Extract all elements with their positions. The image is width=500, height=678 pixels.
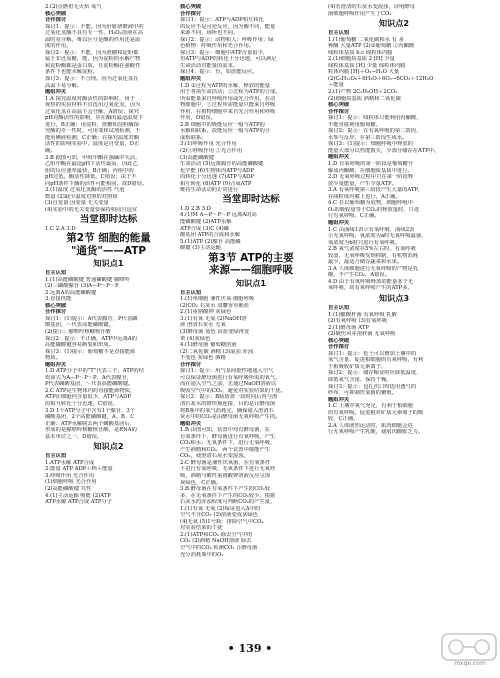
knowledge-point-heading: 知识点3 [378,292,410,303]
text-line: 探讨1：提示：ATP与ADP相互转化 [180,17,264,24]
section-title: 第3节 ATP的主要 [208,251,294,264]
column-right [328,4,460,644]
text-line: 氧呼吸，故有氧呼吸产生的ATP多。 [328,285,413,292]
subsection-label: 自主认知 [328,30,350,37]
text-line: pH过低，酶活性降低，C错误；由于不 [45,174,137,181]
text-line: 温时易分解，难以区分是酶的作用还是温 [45,36,141,43]
text-line: (4)无氧 (5)1号瓶：排除空气中CO₂ [180,518,264,525]
text-line: 于根吸收矿质元素离子。 [328,363,387,370]
text-line: 1.D ①过程为ATP的水解，释放的能量 [180,82,270,89]
text-line: 探讨1：提示：松土可以增加土壤中的 [328,350,417,357]
text-line: 的反应不是可逆反应，因为酶不同，能量 [180,23,276,30]
page-number: • 139 • [227,642,273,655]
knowledge-point-heading: 知识点2 [378,18,410,29]
text-line: P代表磷酸基团，～代表高能磷酸键。 [45,381,134,388]
text-line: 2.B 据图可知，甲组中酶在强碱中失活， [45,154,141,161]
text-line: 放少量能量，产生少量ATP。 [328,180,397,187]
text-line: 空气不含CO₂ (3)溶液变成灰绿色 [180,512,258,519]
text-line: 纱布，可抑制厌氧菌的繁殖。 [328,390,397,397]
subsection-label: 题组冲关 [328,154,350,161]
text-line: 线粒体基质 b.c 线粒体内膜 [328,49,393,56]
subsection-label: 合作探讨 [45,17,67,24]
subsection-label: 合作探讨 [180,10,202,17]
text-line: 可以保证酵母菌进行有氧呼吸所需的氧气， [180,374,281,381]
text-line: ATP在细胞内含量很少，ATP与ADP [45,394,131,401]
subsection-label: 合作探讨 [328,344,350,351]
text-line: 1.D 2.B 3.D [180,205,211,212]
text-line: 生命活动对能量的需求。 [180,62,239,69]
text-line: 探讨3：提示：包扎伤口时选用透气的 [328,383,417,390]
text-line: 1.C 土壤中氧气充足，有利于根细胞 [328,403,413,410]
text-line: ATP水解 ATP合成 ATP分子 [45,499,113,506]
text-line: 4.(1)主动运输 吸能 (2)ATP [45,492,111,499]
text-line: 吸，酒精与酸性重铬酸钾溶液反应呈现 [180,473,271,479]
text-line: 正确；ATP水解脱去两个磷酸基团后， [45,420,136,427]
text-line: 空气中的CO₂ 检测CO₂ 让酵母菌 [180,545,258,552]
text-line: ATP合成 (3)C (4)磷 [180,225,229,232]
text-line: 3.D 1个ATP分子中含有1个腺苷、3个 [45,407,135,414]
text-line: 3.呼吸作用 光合作用 [45,472,95,479]
text-line: 石灰水的浑浊程度可判断CO₂的产生量。 [180,499,276,506]
text-line: 1.(1)单细胞 兼性厌氧 细胞呼吸 [180,296,255,303]
text-line: 将B瓶中的氧气消耗完，确保通入澄清石 [180,407,274,414]
text-line: 菌细胞呼吸作用产生了CO₂ [328,10,392,17]
knowledge-point-heading: 知识点2 [93,441,124,452]
subsection-label: 核心突破 [328,102,350,109]
text-line: 最少，最适合储存蔬菜和水果。 [328,259,403,266]
text-line: 和淀粉酶都是蛋白质，且淀粉酶在强酸性 [45,62,141,69]
text-line: ＋能量 [328,82,344,89]
text-line: 探讨4：提示：有，如放能反应。 [180,69,258,76]
knowledge-point-heading: 知识点1 [235,277,267,288]
text-line: 确。 [45,148,56,155]
subsection-label: 合作探讨 [328,108,350,115]
text-line: 产生酒精和CO₂，两个装置中都能产生 [180,446,270,453]
subsection-label: 题组冲关 [328,219,350,226]
text-line: 作用，在植物细胞中来自光合作用和呼吸 [180,108,276,115]
subsection-label: 核心突破 [45,302,67,309]
text-line: 灰绿色，C正确。 [180,479,222,486]
knowledge-point-heading: 知识点1 [93,258,124,269]
column-left [45,4,172,644]
text-line: (2)提示：腺嘌呤核糖核苷酸 [45,328,111,335]
text-line: 2.(1)产物 2C₂H₅OH＋2CO₂ [328,89,398,96]
text-line: 不能直接利用葡萄糖。 [328,121,381,128]
text-line: 物质。 [45,355,61,362]
text-line: 水解相联系，放能反应一般与ATP的合 [180,128,271,135]
text-line: 过氧化氢在高温下会分解，A错误；探究 [45,108,139,115]
text-line: 属于非还原糖，能，因为淀粉的水解产物 [45,56,141,63]
subsection-label: 合作探讨 [45,309,67,316]
text-line: (4)若澄清的石灰水变混浊，证明酵母 [328,4,415,10]
text-line: 5.(1)ATP (2)腺苷 高能磷 [180,238,241,245]
text-line: 探讨1：提示：用气泵间歇性地通入空气 [180,368,274,375]
text-line: 而在通入空气之前，先通过NaOH溶液以 [180,381,277,388]
text-line: 探讨3：提示：不合理。因为过氧化氢在 [45,76,139,83]
text-line: 1.C 由曲线1表示有氧呼吸，曲线2表 [328,226,415,233]
text-line: 数量 (2)缺少温度对照的对照组 [45,193,118,200]
text-line: 3.(1)有氧 无氧 (2)NaOH溶 [180,315,247,322]
text-line: 4.(1)酵母菌 葡萄糖溶液 [180,342,237,349]
text-line: 吸收空气中的CO₂，避免对实验结果的干扰。 [180,387,286,394]
text-line: 1.(1)高能磷酸键 普通磷酸键 腺嘌呤 [45,276,130,283]
text-line: 3.直接供能 [45,296,72,303]
text-line: 不变色 灰绿色 酒精 [180,355,226,362]
text-line: 高温下易分解。 [45,82,83,89]
text-line: 2.(1)酵母菌 ATP [328,324,369,331]
text-line: 探讨2：提示：B瓶放置一段时间后再与澄 [180,394,278,401]
text-line: CO₂和水；无氧条件下，进行无氧呼吸， [180,440,276,447]
text-line: (2)破伤风芽孢杆菌 无氧呼吸 [328,331,396,338]
text-line: 氧浓度为b时只进行有氧呼吸。 [328,239,401,246]
section-title: 来源——细胞呼吸 [209,264,293,277]
text-line: (2)C₆H₁₂O₆＋6H₂O＋6O₂→6CO₂＋12H₂O [328,75,434,82]
text-line: 1.D 有氧呼吸的第一阶段是葡萄糖分 [328,161,414,168]
text-line: 行无氧呼吸产生乳酸，使肌肉酸胀乏力。 [328,429,424,436]
text-line: 度的作用。 [45,43,72,50]
text-line: (2)二氧化碳 酒精 (3)混浊 浑浊 [180,348,254,355]
text-line: 探讨1：提示：线粒体只能利用丙酮酸， [328,115,422,122]
text-line: 4.D 由于有氧呼吸释放的能量多于无 [328,278,414,285]
text-line: 探讨2：提示：不能，因为蔗糖和淀粉都 [45,49,139,56]
text-line: 下进行有氧呼吸，无氧条件下进行无氧呼 [180,466,276,473]
text-line: 来源不同，场所也不同。 [180,30,239,37]
subsection-label: 自主认知 [45,453,67,460]
text-line: 相互转化 (8)ATP (9)合成ATP [180,180,252,187]
text-line: 示无氧呼吸，氧浓度为a时无氧呼吸最强， [328,233,427,240]
text-line: 条件下也能水解淀粉。 [45,69,98,76]
subsection-label: 核心突破 [45,10,67,17]
text-line: 物细胞中，②过程所需能量只能来自呼吸 [180,102,276,109]
text-line: 用于各项生命活动；②过程为ATP的合成， [180,89,281,96]
subsection-label: 核心突破 [180,4,202,10]
text-line: 组的反应速率最快，B正确；丙组中的 [45,167,134,174]
text-line: 较弱，无氧呼吸受到抑制，有机物消耗 [328,252,419,259]
text-line: 4.(1)M A—P～P～P 远离A的高 [180,212,257,219]
text-line: 生命活动 (5)远离腺苷的高能磷酸键 [180,161,264,168]
text-line: 探讨2：提示：在有氧呼吸的第二阶段， [328,128,422,135]
text-line: (4)实验中的无关变量要保持相同且适宜 [45,206,138,213]
text-line: 种酶 大量ATP (2)①葡萄糖 ②丙酮酸 [328,43,415,50]
text-line: 能用碘液检测，C正确；在探究温度对酶 [45,134,140,141]
text-line: (3)酵母菌 蓝色 由蓝变绿再变 [180,328,250,335]
text-line: 对实验结果的干扰 [180,525,223,532]
text-line: 线粒体基质 [H] 少量 线粒体内膜 [328,62,406,69]
text-line: 3.(1)温度 过氧化氢酶的活性 气泡 [45,187,125,194]
subsection-label: 题组冲关 [180,76,202,83]
text-line: 清石灰水的锥形瓶连接，目的是让酵母菌 [180,400,276,407]
subsection-label: 自主认知 [180,289,202,296]
text-line: 水参与反应，在第三阶段生成水。 [328,134,408,141]
text-line: (3)自变量 因变量 无关变量 [45,200,109,207]
text-line: 形成的是腺嘌呤核糖核苷酸，是RNA的 [45,427,137,434]
text-line: (2)①呼吸作用 ②光合作用 [180,148,243,155]
text-line: 1.(1)有氧 无氧 (2)保证进入A中的 [180,505,261,512]
text-line: 化学能 (6)生物体内ATP与ADP [180,167,254,174]
text-line: 所需能量来自呼吸作用或光合作用，在动 [180,95,276,102]
text-line: 探讨2：提示：动物和人：呼吸作用；绿 [180,36,274,43]
text-line: 探讨2：提示：不正确，ATP中远离A的 [45,335,137,342]
subsection-label: 题组冲关 [45,89,67,96]
text-line: 探讨1：提示：不能。因为肝脏研磨液中的 [45,23,144,30]
text-line: 维持生命活动的正常进行 [180,187,239,194]
text-line: 探讨3：(1)提示：葡萄糖不是直接能源 [45,348,136,355]
text-line: 2.D 无氧呼吸过程中只在第一阶段释 [328,174,414,181]
section-title: 第2节 细胞的能量 [66,232,151,245]
text-line: 多，在无氧条件下产生的CO₂较少，根据 [180,492,276,499]
text-line: 高能磷酸键容易断裂和形成。 [45,342,114,349]
text-line: (2)高能磷酸键 共性 [45,486,92,492]
text-line: (2)CO₂ 石灰水 溴麝香草酚蓝 [180,302,250,309]
text-line: 磷酸基团，2个高能磷酸键，A、B、C [45,414,135,421]
text-line: 2.(1)重铬酸钾 灰绿色 [180,309,232,316]
subsection-label: 自主认知 [328,304,350,311]
text-line: 过氧化氢酶不具有专一性，H₂O₂溶液在高 [45,30,143,37]
section-heading: 当堂即时达标 [79,213,138,225]
text-line: 的相互转化十分迅速，C错误。 [45,400,118,407]
text-line: (2)细胞质基质 酒精和二氧化碳 [328,95,401,102]
text-line: 1.D ATP分子中的"T"代表三个，ATP的结 [45,368,144,375]
text-line: 1.(1)葡萄糖 二氧化碳和水 有 多 [328,36,404,43]
text-line: 1.C 2.A 3.D [45,225,76,232]
text-line: 2.(1)细胞质基质 2 [H] 少量 [328,56,395,63]
text-line: 观察的实验材料不宜选用过氧化氢，因为 [45,102,141,109]
text-line: 探讨3：(1)提示：细胞呼吸中释放的 [328,141,414,148]
text-line: 基本单位之一，D错误。 [45,433,103,440]
subsection-label: 题组冲关 [180,420,202,427]
text-line: 4.C 若以葡萄糖为底物，细胞呼吸中 [328,200,413,207]
text-line: (3)高能磷酸键 [180,154,214,161]
text-line: 收，C正确。 [328,416,359,423]
text-line: 2.A 人体剧烈运动时，肌肉细胞会进 [328,422,413,429]
text-line: 2.B 氧气浓度在5%左右时，有氧呼吸 [328,246,416,253]
text-line: pH对酶活性的影响，应在酶的最适温度下 [45,115,144,122]
text-line: 乙组中酶在最适pH下活性最高，因此乙 [45,161,138,168]
text-line: 究酶的专一性时，可用斐林试剂检测，不 [45,128,141,135]
text-line: 酸基团 ATP的合成和水解 [180,232,240,239]
text-line: 能量大部分以热能散失，少部分储存在ATP中。 [328,147,440,154]
text-line: (2)三磷酸腺苷 (3)A—P～P～P [45,283,119,290]
text-line: 2.远离A的高能磷酸键 [45,289,97,296]
section-heading: 当堂即时达标 [222,193,280,205]
text-line: 3.B 酵母菌在有氧条件下产生的CO₂较 [180,486,271,493]
text-line: 进行，B正确；用淀粉、蔗糖和淀粉酶探 [45,121,139,128]
watermark-text: mxqe.com [454,660,486,667]
text-line: 构简式为A—P～P～P，A代表腺苷， [45,374,133,381]
text-line: 2.(1)ATP和CO₂ 除去空气中的 [180,531,253,538]
text-line: 2.(2)点燃但无火焰 氧气 [45,4,102,10]
text-line: 2.C ATP是生物体内的直接能源物质， [45,387,136,394]
text-line: 酸键 (3)主动运输 [180,245,221,252]
text-line: CO₂ (2)酒精 NaOH溶液 除去 [180,538,252,545]
text-line: 1.B 由图可知，装置中均有酵母菌，在 [180,427,271,434]
subsection-label: 题组冲关 [45,361,67,368]
text-line: 的有氧呼吸，促进根对矿质元素离子的吸 [328,409,424,416]
text-line: 充分消耗瓶中的O₂ [180,551,224,558]
text-line: (1)细胞呼吸 光合作用 [45,479,97,486]
text-line: 2.B 细胞中的吸能反应一般与ATP的 [180,121,265,128]
text-line: 粒体内膜 [H]＋O₂→H₂O 大量 [328,69,400,76]
text-line: 1.(1)醋酸杆菌 有氧呼吸 乳酸 [328,311,397,318]
text-line: 但ATP与ADP的转化十分迅速，可以满足 [180,56,277,63]
text-line: 探讨1：(1)提示：A代表腺苷，P代表磷 [45,315,138,322]
text-line: 3.(1)呼吸作用 光合作用 [180,141,237,148]
text-line: 有氧条件下，酵母菌进行有氧呼吸，产生 [180,433,276,440]
text-line: 探讨3：提示：细胞中ATP含量很少， [180,49,269,56]
text-line: 活性的影响实验中，温度是自变量，D正 [45,141,140,148]
text-line: O₂的吸收量等于CO₂的释放量时，只进 [328,206,420,213]
text-line: 降低氧气含量、保持干燥。 [328,376,392,383]
text-line: 行有氧呼吸，C正确。 [328,213,380,220]
text-line: CO₂，使澄清石灰水变混浊。 [180,453,249,460]
text-line: 作用，D错误。 [180,115,217,122]
text-line: 液 澄清石灰水 无氧 [180,322,226,329]
text-line: 2.C 酵母菌是兼性厌氧菌，在有氧条件 [180,459,271,466]
text-line: 同pH条件下酶的活性可能相同，故D错误。 [45,180,148,187]
text-line: (2)有氧呼吸 (3)有氧呼吸 [328,318,388,325]
text-line: 成相联系。 [180,134,207,141]
text-line: 2.能量 ATP ADP＋Pi＋能量 [45,466,113,473]
text-line: 黄 (4)灰绿色 [180,335,211,342]
subsection-label: 核心突破 [328,337,350,344]
text-line: 3.A 有氧呼吸第三阶段产生大量的ATP， [328,187,424,194]
text-line: 酸，不产生CO₂，A错误。 [328,272,391,279]
text-line: 1.A 探究温度对酶活性的影响时，用于 [45,95,136,102]
subsection-label: 题组冲关 [328,396,350,403]
text-line: 在线粒体内膜上进行，A正确。 [328,193,401,200]
text-line: 氧气含量，促进根细胞的有氧呼吸，有利 [328,357,424,364]
text-line: 色植物：呼吸作用和光合作用。 [180,43,255,50]
text-line: 灰水中的CO₂是由酵母菌无氧呼吸产生的。 [180,414,281,421]
column-middle [180,4,322,644]
subsection-label: 合作探讨 [180,361,202,368]
text-line: 探讨2：提示：储存粮食时应降低温度、 [328,370,422,377]
text-line: 3.A 人体细胞进行无氧呼吸的产物是乳 [328,265,419,272]
text-line: 能磷酸键 (2)ATP水解 [180,218,232,225]
subsection-label: 自主认知 [45,270,67,277]
text-line: 酸基团，～代表高能磷酸键。 [45,322,114,329]
section-title: "通货"——ATP [70,244,147,257]
text-line: 1.ATP水解 ATP合成 [45,459,95,466]
text-line: 的转化十分迅速 (7)ATP与ADP [180,174,254,181]
text-line: 解成丙酮酸，在细胞质基质中进行。 [328,167,413,174]
